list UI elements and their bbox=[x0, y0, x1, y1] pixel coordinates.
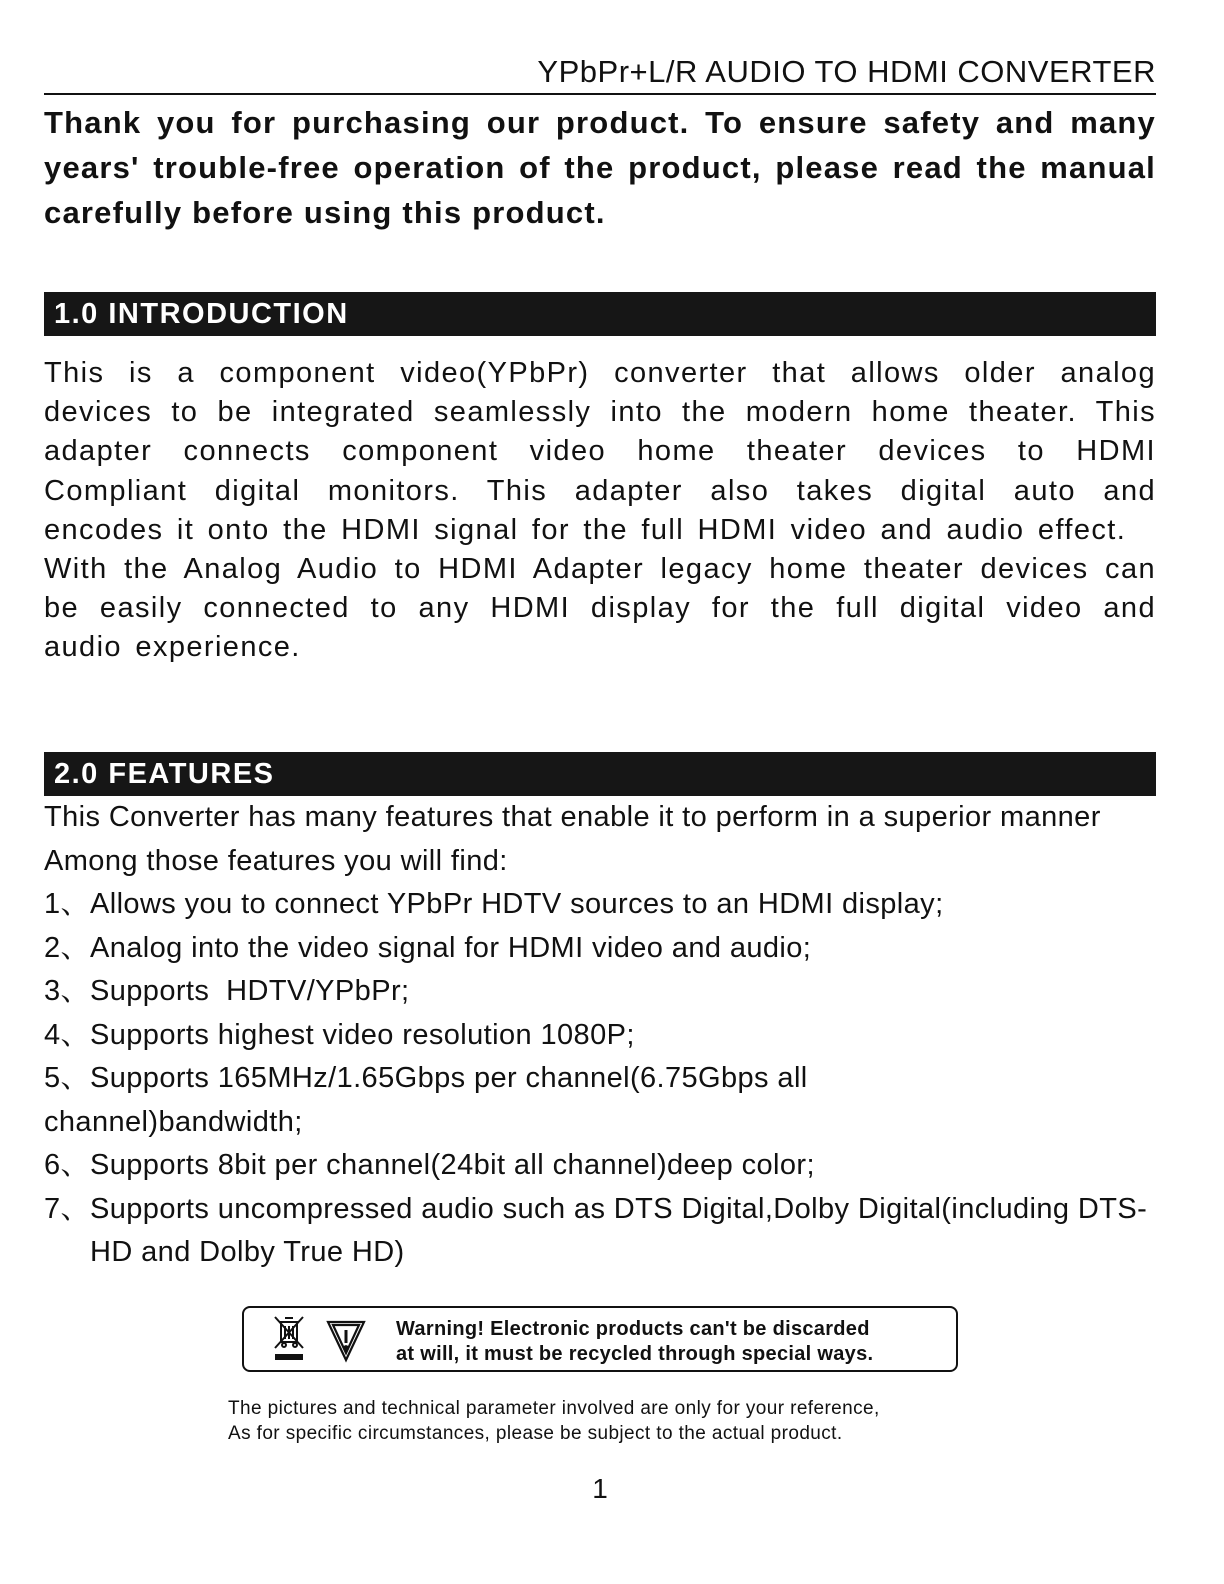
note-line: As for specific circumstances, please be subject to the actual product. bbox=[228, 1423, 843, 1444]
feature-item bbox=[44, 927, 1156, 971]
note-line: The pictures and technical parameter involved are only for your reference, bbox=[228, 1398, 880, 1419]
feature-number: 4、 bbox=[44, 1018, 90, 1051]
warning-triangle-icon bbox=[328, 1322, 364, 1360]
feature-text: Allows you to connect YPbPr HDTV sources to an HDMI display; bbox=[90, 888, 944, 920]
recycling-warning-box bbox=[242, 1306, 958, 1372]
feature-item bbox=[44, 1144, 1156, 1188]
section-heading-introduction: 1.0 INTRODUCTION bbox=[44, 292, 1156, 336]
warning-line: at will, it must be recycled through special ways. bbox=[396, 1343, 874, 1365]
warning-line: Warning! Electronic products can't be discarded bbox=[396, 1318, 870, 1340]
feature-number: 2、 bbox=[44, 931, 90, 964]
page-number: 1 bbox=[592, 1473, 608, 1504]
feature-text: Supports highest video resolution 1080P; bbox=[90, 1018, 635, 1051]
feature-item bbox=[44, 1014, 1156, 1058]
feature-text: Supports 8bit per channel(24bit all channel)deep color; bbox=[90, 1149, 815, 1181]
warning-message bbox=[396, 1317, 952, 1367]
crossed-out-wheeled-bin-icon bbox=[275, 1317, 303, 1360]
features-list bbox=[44, 883, 1156, 1275]
feature-number: 7、 bbox=[44, 1192, 90, 1225]
feature-item bbox=[44, 1188, 1156, 1275]
feature-text: Supports HDTV/YPbPr; bbox=[90, 975, 410, 1007]
feature-number: 3、 bbox=[44, 975, 90, 1007]
introduction-body bbox=[44, 354, 1156, 668]
features-intro: This Converter has many features that enable it to perform in a superior manner Among those features you will find: bbox=[44, 801, 1101, 877]
introduction-paragraph: This is a component video(YPbPr) converter that allows older analog devices to be integrated seamlessly into the modern home theater. This adapter connects component video home theater devices to HDMI Compliant digital monitors. This adapter also takes digital auto and encodes it onto the HDMI signal for the full HDMI video and audio effect. bbox=[44, 357, 1156, 546]
feature-item-continuation bbox=[44, 1101, 1156, 1145]
introduction-paragraph: With the Analog Audio to HDMI Adapter legacy home theater devices can be easily connected to any HDMI display for the full digital video and audio experience. bbox=[44, 553, 1156, 664]
document-title: YPbPr+L/R AUDIO TO HDMI CONVERTER bbox=[537, 54, 1156, 89]
feature-item bbox=[44, 883, 1156, 927]
feature-item bbox=[44, 1057, 1156, 1101]
reference-note bbox=[228, 1396, 988, 1446]
thank-you-notice: Thank you for purchasing our product. To ensure safety and many years' trouble-free operation of the product, please read the manual carefully before using this product. bbox=[44, 105, 1156, 230]
feature-text: Supports 165MHz/1.65Gbps per channel(6.75Gbps all bbox=[90, 1062, 808, 1094]
feature-text: channel)bandwidth; bbox=[44, 1105, 303, 1138]
feature-text: Analog into the video signal for HDMI video and audio; bbox=[90, 931, 812, 964]
features-body bbox=[44, 796, 1156, 1275]
feature-number: 5、 bbox=[44, 1062, 90, 1094]
feature-number: 6、 bbox=[44, 1149, 90, 1181]
feature-number: 1、 bbox=[44, 888, 90, 920]
feature-item bbox=[44, 970, 1156, 1014]
feature-text: Supports uncompressed audio such as DTS Digital,Dolby Digital(including DTS-HD and Dolby True HD) bbox=[90, 1192, 1148, 1268]
warning-icons bbox=[266, 1314, 378, 1364]
header-divider bbox=[44, 93, 1156, 95]
section-heading-features: 2.0 FEATURES bbox=[44, 752, 1156, 796]
